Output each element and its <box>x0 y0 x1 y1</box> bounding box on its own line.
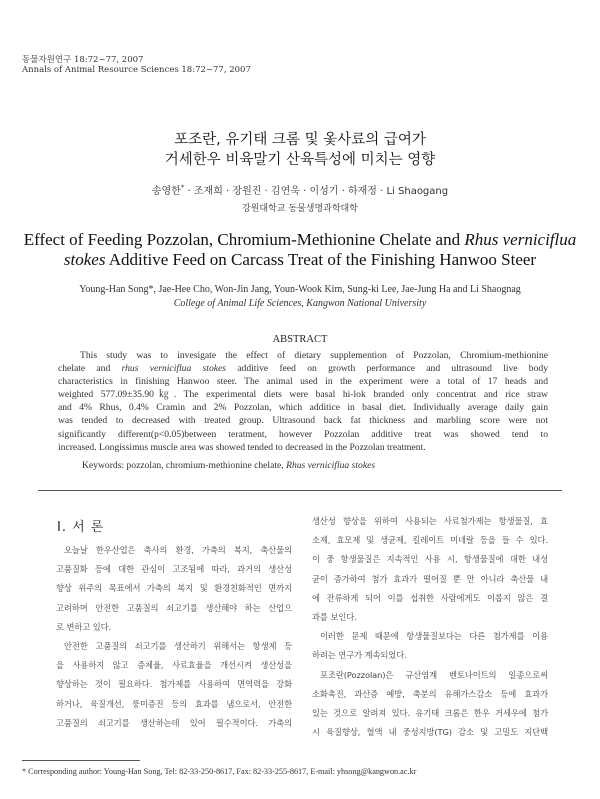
abstract-heading: ABSTRACT <box>272 334 328 345</box>
section-title: 서 론 <box>72 520 105 535</box>
title-en-line1 <box>0 230 600 250</box>
other-authors-ko: · 조재희 · 장원진 · 김연욱 · 이성기 · 하재정 · Li Shaogang <box>184 186 449 197</box>
body-line: 고품질의 쇠고기를 생산하는데 있어 필수적이다. 가축의 <box>56 717 292 728</box>
footnote-rule <box>22 760 140 761</box>
body-line: 로 변하고 있다. <box>56 621 112 632</box>
body-line: 하려는 연구가 계속되었다. <box>312 650 407 661</box>
body-line: 포조란(Pozzolan)은 규산염계 벤토나이트의 일종으로써 <box>320 669 548 680</box>
section-divider <box>38 490 562 491</box>
body-line: 이러한 문제 때문에 항생물질보다는 다른 첨가제를 이용 <box>320 631 548 642</box>
body-line: 고려하며 안전한 고품질의 쇠고기를 생산해야 하는 산업으 <box>56 602 292 613</box>
body-line: 하거나, 육질개선, 풍미증진 등의 효과를 냄으로서, 안전한 <box>56 698 292 709</box>
body-line: 소화촉진, 과산증 예방, 축분의 유해가스감소 등에 효과가 <box>312 688 548 699</box>
body-line: 향상 위주의 목표에서 가축의 복지 및 환경친화적인 면까지 <box>56 583 292 594</box>
body-line: 오늘날 한우산업은 축사의 환경, 가축의 복지, 축산물의 <box>64 545 292 555</box>
authors-ko <box>0 182 600 197</box>
keywords-italic: Rhus verniciflua stokes <box>286 460 376 471</box>
body-line: 균이 증가하여 첨가 효과가 떨어질 뿐 만 아니라 축산물 내 <box>312 573 548 584</box>
section-number: Ⅰ. <box>57 520 67 535</box>
footnote: * Corresponding author: Young-Han Song, Tel: 82-33-250-8617, Fax: 82-33-255-8617, E-mail: yhsong@kangwon.ac.kr <box>22 767 417 776</box>
abstract-text: additive feed on growth performance and ultrasound live body <box>226 363 548 375</box>
body-line: 을 사용하지 않고 증체율, 사료효율을 개선시켜 생산성을 <box>56 660 292 671</box>
first-author-ko: 송영한 <box>151 186 181 197</box>
body-line: 생산성 향상을 위하여 사용되는 사료첨가제는 항생물질, 효 <box>312 516 548 526</box>
body-line: 고품질화 등에 대한 관심이 고조됨에 따라, 과거의 생산성 <box>56 564 292 575</box>
keywords <box>82 460 375 471</box>
section-heading <box>57 516 104 535</box>
abstract-line: weighted 577.09±35.90㎏. The experimental diets were basal hi-lok branded only concentrat and rice straw <box>58 389 548 401</box>
journal-header-ko: 동물자원연구 18:72~77, 2007 <box>22 55 144 65</box>
body-line: 소제, 효모제 및 생균제, 킬레이트 미네랄 등을 들 수 있다. <box>312 535 548 546</box>
right-column <box>312 512 548 742</box>
body-line: 안전한 고품질의 쇠고기를 생산하기 위해서는 항생제 등 <box>64 641 292 652</box>
abstract-line: increased. Longissimus muscle area was showed tended to decreased in the Pozzolan treatment. <box>58 441 426 453</box>
abstract-italic: rhus verniciflua stokes <box>121 363 226 375</box>
body-line: 있는 것으로 알려져 있다. 유기태 크롬은 한우 거세우에 첨가 <box>312 708 548 719</box>
title-en-part: Effect of Feeding Pozzolan, Chromium-Methionine Chelate and <box>23 230 465 249</box>
abstract-body <box>58 349 548 454</box>
abstract-line: characteristics in finishing Hanwoo steer. The animal used in the experiment were a total of 17 heads and <box>58 376 548 388</box>
affiliation-en: College of Animal Life Sciences, Kangwon National University <box>173 298 427 309</box>
body-line: 이 중 항생물질은 지속적인 사용 시, 항생물질에 대한 내성 <box>312 554 548 565</box>
abstract-line: This study was to invesigate the effect of dietary supplemention of Pozzolan, Chromium-methionine <box>80 350 548 361</box>
title-en-italic: Rhus verniciflua <box>464 230 577 249</box>
body-line: 향상하는 것이 필요하다. 첨가제를 사용하여 면역력을 강화 <box>56 679 292 690</box>
title-en-part-2: Additive Feed on Carcass Treat of the Finishing Hanwoo Steer <box>105 250 537 269</box>
abstract-text: chelate and <box>58 363 122 375</box>
title-ko-line2: 거세한우 비육말기 산육특성에 미치는 영향 <box>164 152 436 168</box>
left-column <box>56 541 292 733</box>
affiliation-ko: 강원대학교 동물생명과학대학 <box>242 204 358 214</box>
body-line: 시 육질향상, 혈액 내 중성지방(TG) 감소 및 고밀도 지단백 <box>312 727 548 738</box>
body-line: 과를 보인다. <box>312 612 357 623</box>
abstract-line: significantly different(p<0.05)between teratment, however Pozzolan additive treat was showed tend to <box>58 428 548 440</box>
abstract-line: was tended to decreased with treated group. Ultrasound back fat thickness and marbling score were not <box>58 415 548 427</box>
keywords-text: Keywords: pozzolan, chromium-methionine chelate, <box>82 460 287 471</box>
title-en-italic-2: stokes <box>63 250 106 269</box>
abstract-line <box>58 362 548 375</box>
body-line: 에 잔류하게 되어 이를 섭취한 사람에게도 이롭지 않은 결 <box>312 592 548 603</box>
abstract-line: and 4% Rhus, 0.4% Cramin and 2% Pozzolan, which additice in basal diet. Individually average daily gain <box>58 402 548 414</box>
corresponding-mark: * <box>180 183 185 192</box>
title-ko-line1: 포조란, 유기태 크롬 및 옻사료의 급여가 <box>174 132 426 148</box>
authors-en: Young-Han Song*, Jae-Hee Cho, Won-Jin Jang, Youn-Wook Kim, Sung-ki Lee, Jae-Jung Ha and Li Shaognag <box>79 284 521 295</box>
title-en-line2 <box>0 250 600 270</box>
journal-header-en: Annals of Animal Resource Sciences 18:72~77, 2007 <box>22 65 251 75</box>
